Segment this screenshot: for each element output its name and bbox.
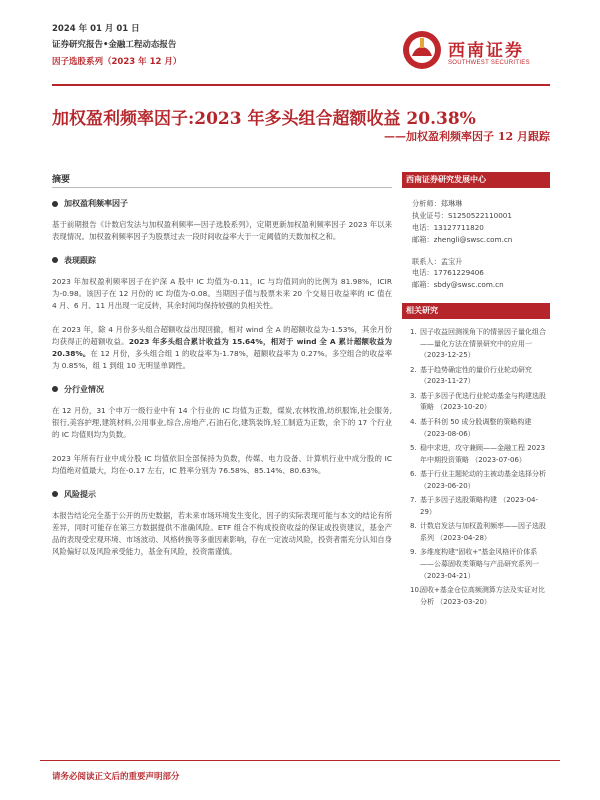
report-type: 证券研究报告•金融工程动态报告 bbox=[52, 40, 177, 50]
related-item[interactable] bbox=[410, 585, 550, 608]
related-item-number: 6. bbox=[410, 470, 417, 479]
bullet-icon bbox=[52, 386, 58, 392]
header-divider bbox=[52, 84, 550, 86]
related-item-number: 3. bbox=[410, 391, 417, 400]
bullet-icon bbox=[52, 201, 58, 207]
team-heading: 西南证券研究发展中心 bbox=[402, 172, 550, 188]
analyst-cert: 执业证号：S1250522110001 bbox=[412, 210, 512, 220]
related-heading: 相关研究 bbox=[402, 303, 550, 319]
related-item-number: 8. bbox=[410, 522, 417, 531]
paragraph: 基于前期报告《计数启发法与加权盈利频率—因子选股系列》，定期更新加权盈利频率因子 2023 年以来表现情况。加权盈利频率因子为股票过去一段时间收益率大于一定阈值的天数加权之和。 bbox=[52, 220, 392, 241]
analyst-info bbox=[402, 188, 550, 291]
section-title: 表现跟踪 bbox=[52, 255, 392, 266]
related-item[interactable] bbox=[410, 391, 550, 414]
summary-heading: 摘要 bbox=[52, 172, 392, 188]
paragraph: 本报告结论完全基于公开的历史数据，若未来市场环境发生变化，因子的实际表现可能与本文的结论有所差异，同时可能存在第三方数据提供不准确风险。ETF 组合不构成投资收益的保证或投资建议，基金产品的表现受宏观环境、市场波动、风格转换等多重因素影响，存在一定波动风险，投资者需充分认知自身风险偏好以及风险承受能力，基金有风险，投资需谨慎。 bbox=[52, 510, 392, 556]
related-item-title: 基于多因子选股策略构建 （2023-04-29） bbox=[420, 496, 538, 516]
report-date: 2024 年 01 月 01 日 bbox=[52, 24, 140, 34]
related-item[interactable] bbox=[410, 547, 550, 582]
related-item-number: 10. bbox=[410, 586, 422, 595]
related-item-number: 4. bbox=[410, 417, 417, 426]
contact-phone: 电话：17761229406 bbox=[412, 268, 484, 278]
section-title: 分行业情况 bbox=[52, 384, 392, 395]
related-item-title: 基于多因子优选行业轮动基金与构建选股策略 （2023-10-20） bbox=[420, 391, 546, 412]
related-item-number: 1. bbox=[410, 328, 417, 337]
summary-column bbox=[52, 172, 392, 570]
related-research bbox=[402, 303, 550, 608]
paragraph: 2023 年所有行业中成分股 IC 均值依旧全部保持为负数，传媒、电力设备、计算机行业中成分股的 IC 均值绝对值最大，均在-0.17 左右，IC 胜率分别为 76.58%、85.14%、80.63%。 bbox=[52, 453, 392, 475]
related-item[interactable] bbox=[410, 417, 550, 440]
related-list bbox=[402, 319, 550, 608]
bullet-icon bbox=[52, 257, 58, 263]
related-item[interactable] bbox=[410, 495, 550, 518]
related-item-number: 2. bbox=[410, 365, 417, 374]
analyst-email[interactable]: 邮箱：zhengli@swsc.com.cn bbox=[412, 234, 513, 244]
logo-cn-text: 西南证券 bbox=[448, 41, 524, 61]
sidebar bbox=[402, 172, 550, 611]
related-item[interactable] bbox=[410, 365, 550, 388]
bullet-icon bbox=[52, 491, 58, 497]
paragraph: 在 2023 年，除 4 月份多头组合超额收益出现回撤，相对 wind 全 A 的超额收益为-1.53%，其余月份均获得正的超额收益。2023 年多头组合累计收益为 15.64%，相对于 wind 全 A 累计超额收益为 20.38%。在 12 月份，多头组合组 1 的收益率为-1.78%，超额收益率为 0.27%。多空组合的收益率为 0.85%，组 1 到组 10 无明显单调性。 bbox=[52, 324, 392, 370]
report-header bbox=[52, 22, 552, 82]
highlight-text: 2023 年多头组合累计收益为 15.64%，相对于 wind 全 A 累计超额收益为 20.38%。 bbox=[52, 336, 392, 358]
paragraph: 2023 年加权盈利频率因子在沪深 A 股中 IC 均值为-0.11，IC 与均值同向的比例为 81.98%，ICIR 为-0.98。该因子在 12 月份的 IC 均值为-0.08。当期因子值与股票未来 20 个交易日收益率的 IC 值在 4 月、6 月、11 月出现一定反转，其余时间均保持较强的负相关性。 bbox=[52, 276, 392, 310]
related-item-title: 稳中求进，攻守兼顾——金融工程 2023 年中期投资策略 （2023-07-06） bbox=[420, 444, 546, 464]
related-item-number: 7. bbox=[410, 496, 417, 505]
logo-mark-icon bbox=[402, 30, 442, 70]
related-item-number: 9. bbox=[410, 548, 417, 557]
paragraph: 在 12 月份，31 个申万一级行业中有 14 个行业的 IC 均值为正数，煤炭,农林牧渔,纺织服饰,社会服务,银行,美容护理,建筑材料,公用事业,综合,房地产,石油石化,建筑装饰,轻工制造为正数，余下的 17 个行业的 IC 均值则均为负数。 bbox=[52, 405, 392, 439]
related-item[interactable] bbox=[410, 443, 550, 466]
related-item-title: 因子收益回测视角下的情景因子量化组合——量化方法在情景研究中的应用一 （2023-12-25） bbox=[420, 328, 546, 360]
related-item-title: 基于科创 50 成分股调整的策略构建 （2023-08-06） bbox=[420, 417, 532, 438]
analyst-phone: 电话：13127711820 bbox=[412, 222, 484, 232]
analyst-name: 分析师：郑琳琳 bbox=[412, 199, 463, 208]
logo-en-text: SOUTHWEST SECURITIES bbox=[448, 60, 530, 66]
related-item-title: 计数启发法与加权盈利频率——因子选股系列 （2023-04-28） bbox=[420, 522, 546, 542]
report-series: 因子选股系列（2023 年 12 月） bbox=[52, 57, 182, 67]
related-item[interactable] bbox=[410, 521, 550, 544]
contact-name: 联系人：孟宝升 bbox=[412, 256, 463, 266]
report-subtitle: ——加权盈利频率因子 12 月跟踪 bbox=[384, 130, 550, 143]
related-item-title: 多维度构建"固收+"基金风格评价体系——公募固收类策略与产品研究系列一 （2023-04-21） bbox=[420, 548, 539, 580]
contact-email[interactable]: 邮箱：sbdy@swsc.com.cn bbox=[412, 280, 504, 290]
related-item-title: 基于趋势确定性的量价行业轮动研究 （2023-11-27） bbox=[420, 365, 532, 386]
related-item[interactable] bbox=[410, 327, 550, 362]
section-title: 加权盈利频率因子 bbox=[52, 198, 392, 209]
section-title: 风险提示 bbox=[52, 489, 392, 500]
related-item-title: 基于行业主题轮动的主被动基金选择分析 （2023-06-20） bbox=[420, 470, 546, 490]
company-logo bbox=[402, 30, 552, 76]
footer-divider bbox=[40, 760, 560, 761]
related-item-title: 固收+基金仓位高频测算方法及实证对比分析 （2023-03-20） bbox=[420, 586, 545, 606]
related-item[interactable] bbox=[410, 469, 550, 492]
related-item-number: 5. bbox=[410, 444, 417, 453]
report-title: 加权盈利频率因子:2023 年多头组合超额收益 20.38% bbox=[52, 109, 476, 129]
footer-disclaimer[interactable]: 请务必阅读正文后的重要声明部分 bbox=[52, 772, 180, 782]
